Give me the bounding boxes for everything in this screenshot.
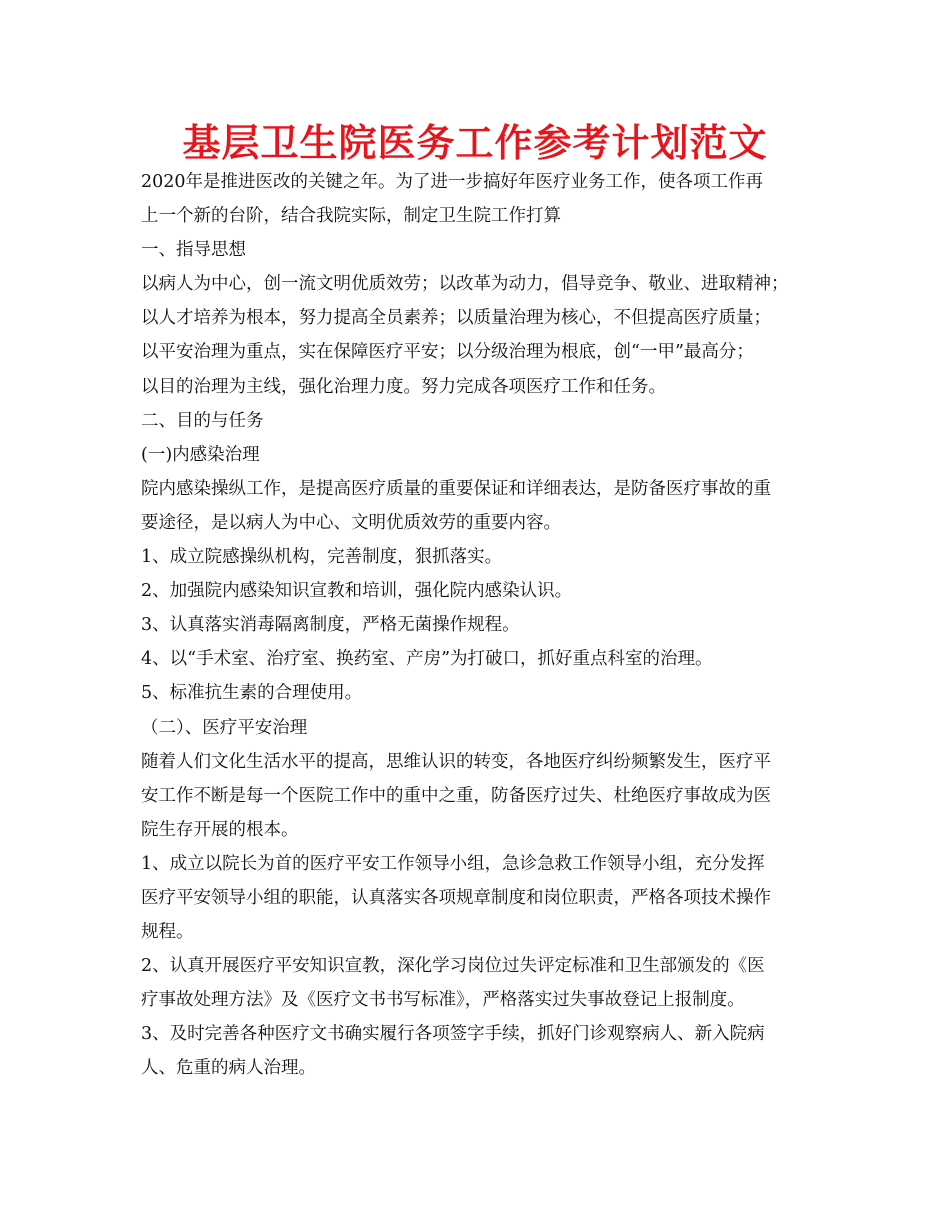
paragraph-line: 院生存开展的根本。	[141, 819, 299, 840]
paragraph-line: 疗事故处理方法》及《医疗文书书写标准》，严格落实过失事故登记上报制度。	[141, 990, 745, 1011]
list-item: 1、成立院感操纵机构，完善制度，狠抓落实。	[141, 547, 503, 568]
list-item: 2、加强院内感染知识宣教和培训，强化院内感染认识。	[141, 581, 573, 602]
subsection-heading: （二）、医疗平安治理	[141, 717, 308, 738]
paragraph-line: 医疗平安领导小组的职能，认真落实各项规章制度和岗位职责，严格各项技术操作	[141, 887, 771, 908]
list-item: 4、以“手术室、治疗室、换药室、产房”为打破口，抓好重点科室的治理。	[141, 649, 713, 670]
document-title: 基层卫生院医务工作参考计划范文	[182, 120, 768, 165]
list-item: 5、标准抗生素的合理使用。	[141, 683, 363, 704]
paragraph-line: 以目的治理为主线，强化治理力度。努力完成各项医疗工作和任务。	[141, 376, 666, 397]
paragraph-line: 人、危重的病人治理。	[141, 1058, 316, 1079]
list-item: 3、及时完善各种医疗文书确实履行各项签字手续，抓好门诊观察病人、新入院病	[141, 1024, 765, 1045]
paragraph-line: 要途径，是以病人为中心、文明优质效劳的重要内容。	[141, 512, 561, 533]
paragraph-line: 安工作不断是每一个医院工作中的重中之重，防备医疗过失、杜绝医疗事故成为医	[141, 785, 771, 806]
paragraph-line: 上一个新的台阶，结合我院实际，制定卫生院工作打算	[141, 206, 561, 227]
paragraph-line: 规程。	[141, 922, 194, 943]
list-item: 3、认真落实消毒隔离制度，严格无菌操作规程。	[141, 615, 520, 636]
list-item: 1、成立以院长为首的医疗平安工作领导小组，急诊急救工作领导小组，充分发挥	[141, 853, 765, 874]
section-heading: 二、目的与任务	[141, 410, 264, 431]
paragraph-line: 以人才培养为根本，努力提高全员素养；以质量治理为核心，不但提高医疗质量；	[141, 308, 771, 329]
section-heading: 一、指导思想	[141, 240, 246, 261]
list-item: 2、认真开展医疗平安知识宣教，深化学习岗位过失评定标准和卫生部颁发的《医	[141, 956, 765, 977]
subsection-heading: (一)内感染治理	[141, 444, 260, 465]
paragraph-line: 2020年是推进医改的关键之年。为了进一步搞好年医疗业务工作，使各项工作再	[141, 172, 764, 192]
paragraph-line: 以病人为中心，创一流文明优质效劳；以改革为动力，倡导竞争、敬业、进取精神；	[141, 274, 789, 295]
paragraph-line: 随着人们文化生活水平的提高，思维认识的转变，各地医疗纠纷频繁发生，医疗平	[141, 751, 771, 772]
paragraph-line: 以平安治理为重点，实在保障医疗平安；以分级治理为根底，创“一甲”最高分；	[141, 342, 754, 363]
document-body	[141, 165, 831, 1086]
paragraph-line: 院内感染操纵工作，是提高医疗质量的重要保证和详细表达，是防备医疗事故的重	[141, 478, 771, 499]
